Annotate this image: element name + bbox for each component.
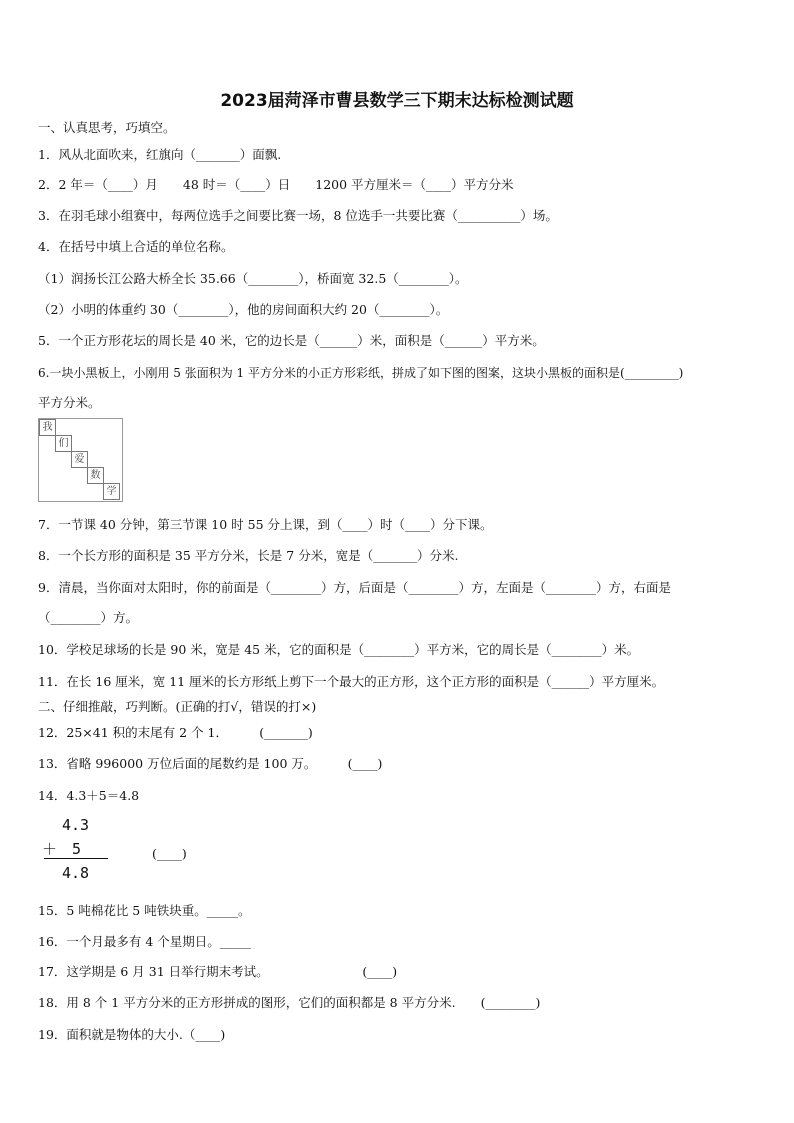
grid-cell: 数 [87, 467, 104, 484]
question-18: 18．用 8 个 1 平方分米的正方形拼成的图形，它们的面积都是 8 平方分米. (________) [38, 995, 541, 1010]
word-grid-figure [38, 418, 123, 502]
question-2: 2．2 年＝（____）月 48 时＝（____）日 1200 平方厘米＝（____）平方分米 [38, 177, 514, 192]
section-1-heading: 一、认真思考，巧填空。 [38, 120, 176, 135]
section-2-heading: 二、仔细推敲，巧判断。(正确的打√，错误的打×) [38, 699, 317, 714]
calc-top-number: 4.3 [62, 816, 90, 834]
question-9: 9．清晨，当你面对太阳时，你的前面是（________）方，后面是（________）方，左面是（________）方，右面是 [38, 580, 671, 595]
question-16: 16．一个月最多有 4 个星期日。_____ [38, 934, 252, 949]
grid-cell: 爱 [71, 451, 88, 468]
grid-cell: 我 [39, 419, 56, 436]
question-14: 14．4.3＋5＝4.8 [38, 788, 140, 803]
page-title: 2023届菏泽市曹县数学三下期末达标检测试题 [220, 91, 574, 111]
question-4-part-2: （2）小明的体重约 30（________），他的房间面积大约 20（________）。 [38, 302, 449, 317]
question-6-continued: 平方分米。 [38, 395, 101, 410]
question-4-part-1: （1）润扬长江公路大桥全长 35.66（________），桥面宽 32.5（________）。 [38, 271, 468, 286]
question-11: 11．在长 16 厘米，宽 11 厘米的长方形纸上剪下一个最大的正方形，这个正方形的面积是（______）平方厘米。 [38, 674, 665, 689]
question-3: 3．在羽毛球小组赛中，每两位选手之间要比赛一场，8 位选手一共要比赛（__________）场。 [38, 208, 558, 223]
question-19: 19．面积就是物体的大小.（____) [38, 1027, 226, 1042]
question-15: 15．5 吨棉花比 5 吨铁块重。_____。 [38, 903, 251, 918]
question-8: 8．一个长方形的面积是 35 平方分米，长是 7 分米，宽是（_______）分米. [38, 548, 459, 563]
calc-result: 4.8 [62, 864, 90, 882]
question-5: 5．一个正方形花坛的周长是 40 米，它的边长是（______）米，面积是（______）平方米。 [38, 333, 545, 348]
question-1: 1．风从北面吹来，红旗向（_______）面飘. [38, 147, 282, 162]
question-7: 7．一节课 40 分钟，第三节课 10 时 55 分上课，到（____）时（____）分下课。 [38, 517, 493, 532]
question-4: 4．在括号中填上合适的单位名称。 [38, 239, 234, 254]
question-6: 6.一块小黑板上，小刚用 5 张面积为 1 平方分米的小正方形彩纸，拼成了如下图的图案，这块小黑板的面积是(_________) [38, 366, 684, 380]
grid-cell: 学 [103, 483, 120, 500]
grid-cell: 们 [55, 435, 72, 452]
question-17: 17．这学期是 6 月 31 日举行期末考试。 (____) [38, 964, 398, 979]
calc-rule [44, 858, 108, 859]
question-10: 10．学校足球场的长是 90 米，宽是 45 米，它的面积是（________）平方米，它的周长是（________）米。 [38, 642, 640, 657]
question-9-continued: （________）方。 [38, 610, 139, 625]
calc-addend: ＋ 5 [42, 840, 82, 858]
question-12: 12．25×41 积的末尾有 2 个 1． (_______) [38, 725, 313, 740]
question-13: 13．省略 996000 万位后面的尾数约是 100 万。 (____) [38, 756, 383, 771]
calc-answer-paren: (____) [152, 846, 187, 861]
